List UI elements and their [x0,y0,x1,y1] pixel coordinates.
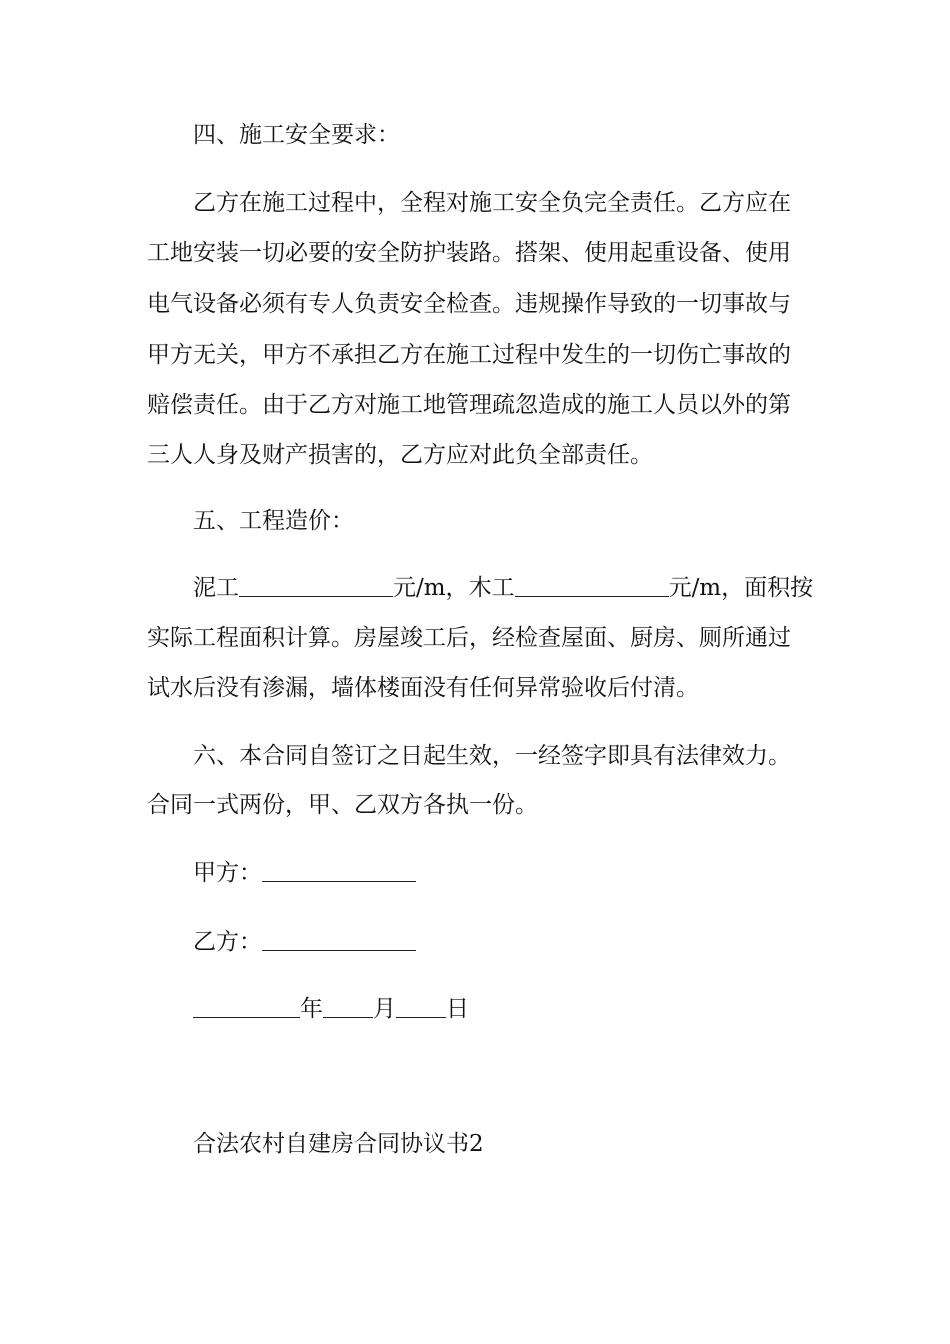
month-label: 月 [373,996,396,1022]
party-b-blank[interactable] [262,926,416,951]
carpenter-unit: 元/m，面积按 [668,575,814,601]
section-4-line: 工地安装一切必要的安全防护装路。搭架、使用起重设备、使用 [147,240,791,266]
section-4-line: 赔偿责任。由于乙方对施工地管理疏忽造成的施工人员以外的第 [147,392,791,418]
section-5-line: 试水后没有渗漏，墙体楼面没有任何异常验收后付清。 [147,675,699,701]
party-a-blank[interactable] [262,857,416,882]
section-5-heading: 五、工程造价： [193,508,354,534]
next-contract-title: 合法农村自建房合同协议书2 [193,1131,484,1157]
day-label: 日 [446,996,469,1022]
day-blank[interactable] [396,993,446,1018]
carpenter-label: 木工 [468,575,515,601]
section-4-line: 甲方无关，甲方不承担乙方在施工过程中发生的一切伤亡事故的 [147,342,791,368]
year-label: 年 [300,996,323,1022]
price-line [193,563,863,613]
date-line [193,984,863,1034]
section-4-line: 三人人身及财产损害的，乙方应对此负全部责任。 [147,442,653,468]
party-b-label: 乙方： [193,929,262,955]
mason-price-blank[interactable] [239,572,393,597]
party-a-label: 甲方： [193,860,262,886]
mason-label: 泥工 [193,575,239,601]
section-6-line: 六、本合同自签订之日起生效，一经签字即具有法律效力。 [193,743,791,769]
year-blank[interactable] [193,993,300,1018]
section-4-line: 乙方在施工过程中，全程对施工安全负完全责任。乙方应在 [193,190,791,216]
section-5-line: 实际工程面积计算。房屋竣工后，经检查屋面、厨房、厕所通过 [147,625,791,651]
mason-unit: 元/m， [393,575,469,601]
party-a-signature [193,848,863,898]
month-blank[interactable] [323,993,373,1018]
carpenter-price-blank[interactable] [515,572,669,597]
section-4-line: 电气设备必须有专人负责安全检查。违规操作导致的一切事故与 [147,291,791,317]
section-4-heading: 四、施工安全要求： [193,122,400,148]
section-6-line: 合同一式两份，甲、乙双方各执一份。 [147,792,538,818]
party-b-signature [193,917,863,967]
